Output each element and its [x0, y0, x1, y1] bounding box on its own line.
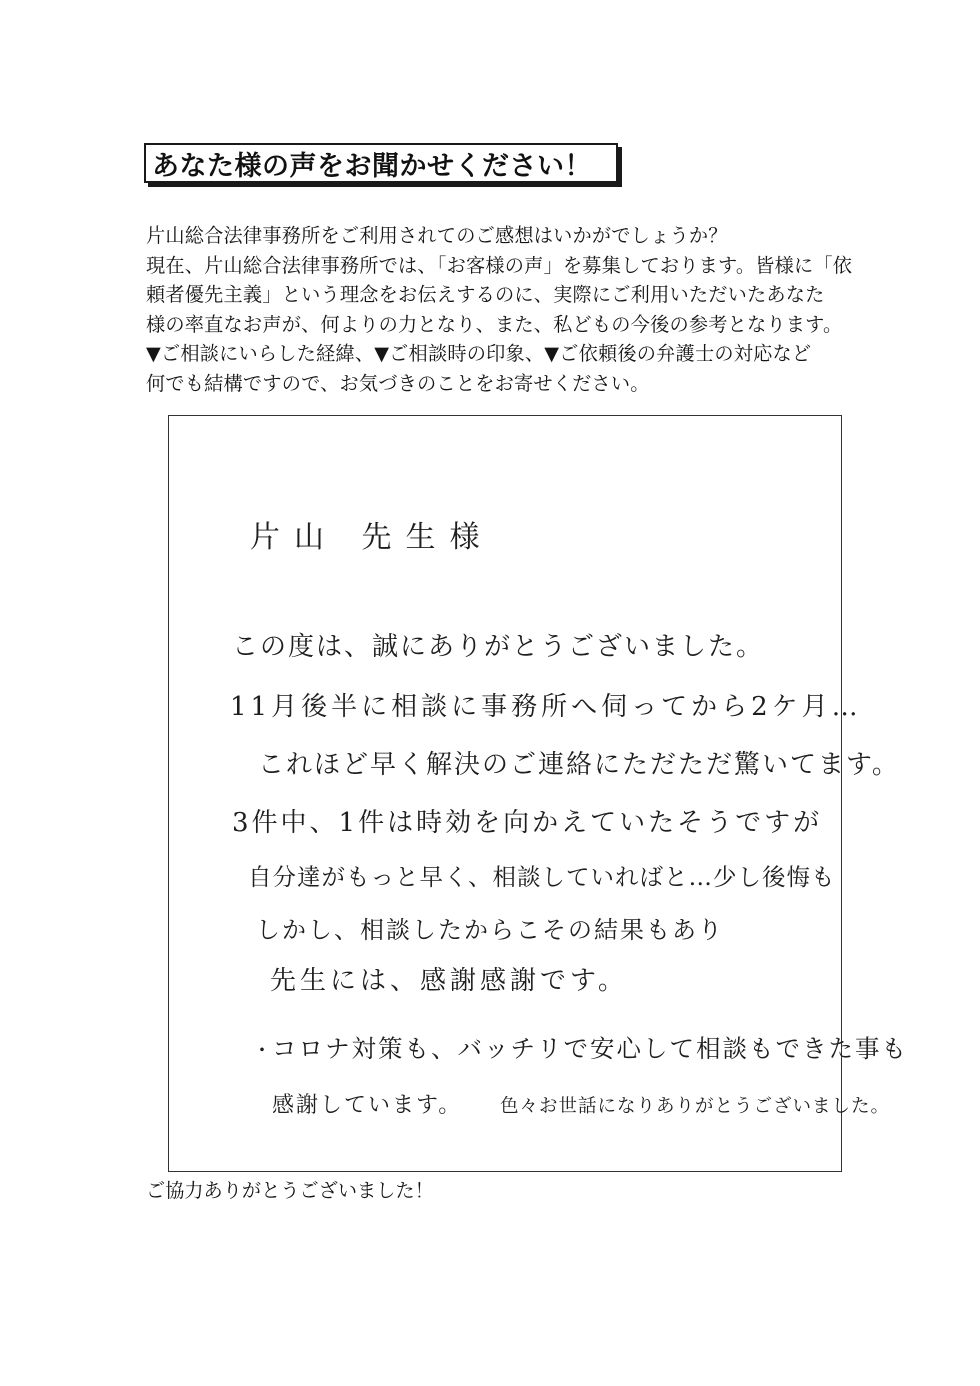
form-title: あなた様の声をお聞かせください！	[152, 150, 592, 182]
closing-thanks: ご協力ありがとうございました！	[146, 1179, 434, 1202]
intro-line: ▼ご相談にいらした経緯、▼ご相談時の印象、▼ご依頼後の弁護士の対応など	[146, 342, 812, 366]
intro-line: 頼者優先主義」という理念をお伝えするのに、実際にご利用いただいたあなた	[146, 283, 825, 307]
letter-line: この度は、誠にありがとうございました。	[232, 632, 765, 662]
intro-line: 現在、片山総合法律事務所では、「お客様の声」を募集しております。皆様に「依	[146, 253, 853, 277]
letter-line: 3件中、1件は時効を向かえていたそうですが	[232, 808, 823, 838]
intro-line: 何でも結構ですので、お気づきのことをお寄せください。	[146, 371, 650, 395]
letter-salutation: 片山 先生様	[250, 520, 494, 555]
form-title-box	[144, 143, 618, 183]
letter-line: 感謝しています。	[272, 1093, 463, 1118]
letter-bullet: ・	[252, 1038, 275, 1062]
intro-line: 片山総合法律事務所をご利用されてのご感想はいかがでしょうか？	[146, 224, 728, 247]
letter-line: 11月後半に相談に事務所へ伺ってから2ケ月…	[230, 692, 862, 722]
letter-line: これほど早く解決のご連絡にただただ驚いてます。	[258, 750, 900, 780]
letter-line: 先生には、感謝感謝です。	[270, 966, 628, 996]
letter-line: 自分達がもっと早く、相談していればと…少し後悔も	[248, 863, 836, 891]
intro-paragraph	[146, 221, 853, 399]
letter-line: 色々お世話になりありがとうございました。	[500, 1096, 891, 1117]
letter-line: しかし、相談したからこその結果もあり	[256, 916, 724, 944]
letter-line: コロナ対策も、バッチリで安心して相談もできた事も	[272, 1034, 908, 1063]
intro-line: 様の率直なお声が、何よりの力となり、また、私どもの今後の参考となります。	[146, 312, 843, 336]
